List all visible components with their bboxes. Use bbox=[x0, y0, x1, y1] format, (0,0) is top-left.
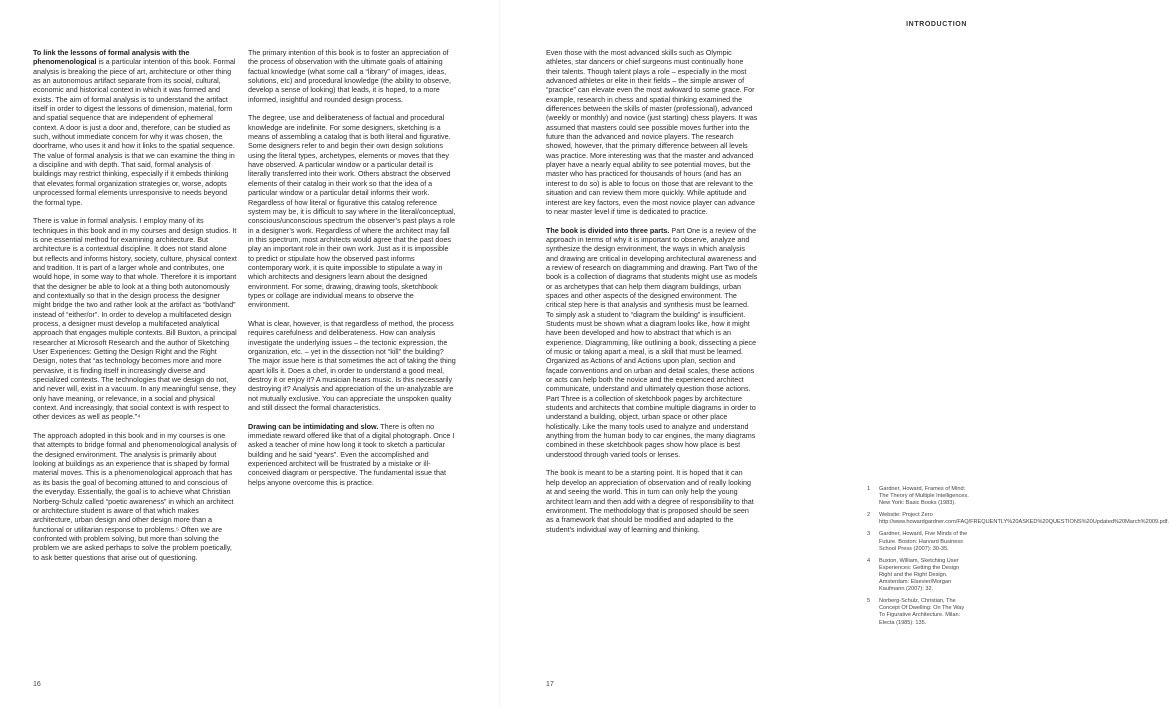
endnote bbox=[867, 558, 971, 593]
paragraph bbox=[33, 48, 237, 207]
left-column-2 bbox=[248, 48, 456, 497]
paragraph: The degree, use and deliberateness of factual and procedural knowledge are indefinite. For some designers, sketching is a means of assembling a catalog that is both literal and figurative. Some designers refer to and begin their own design solutions using the literal types, archetypes, elements or moves that they have observed. A particular window or a particular detail is literally transferred into their work. Others abstract the observed elements of their catalog in their work so that the idea of a particular window or a particular detail informs their work. Regardless of how literal or figurative this catalog reference system may be, it is difficult to say where in the literal/conceptual, conscious/unconscious spectrum the observer’s past plays a role in a designer’s work. Regardless of where the architect may fall in this spectrum, most architects would agree that the past does play an important role in their own work. Just as it is impossible to predict or stipulate how the observed past informs contemporary work, it is quite impossible to stipulate a way in which architects and designers learn about the designed environment. For some, drawing, drawing tools, sketchbook types or collage are individual means to observe the environment. bbox=[248, 113, 456, 310]
endnote-number: 5 bbox=[867, 598, 871, 605]
endnote bbox=[867, 531, 971, 552]
paragraph: The primary intention of this book is to foster an appreciation of the process of observation with the ultimate goals of attaining factual knowledge (what some call a “library” of images, ideas, solutions, etc) and procedural knowledge (the ability to observe, develop a sense of looking) that leads, it is hoped, to a more informed, insightful and rounded design process. bbox=[248, 48, 451, 104]
endnote-text: Gardner, Howard, Five Minds of the Future. Boston: Harvard Business School Press (2007): 30-35. bbox=[879, 531, 968, 552]
endnote-number: 2 bbox=[867, 512, 871, 519]
paragraph: What is clear, however, is that regardless of method, the process requires carefulness and deliberateness. How can analysis investigate the underlying issues – the tectonic expression, the organization, etc. – yet in the dissection not “kill” the building? The major issue here is that sometimes the act of taking the thing apart kills it. Does a chef, in order to understand a good meal, destroy it or enjoy it? A musician hears music. Is this necessarily destroying it? Analysis and appreciation of the un-analyzable are not mutually exclusive. You can appreciate the unspoken quality and still dissect the formal characteristics. bbox=[248, 318, 456, 413]
running-head: INTRODUCTION bbox=[906, 21, 967, 28]
endnote bbox=[867, 598, 971, 626]
paragraph bbox=[546, 226, 758, 460]
lead-in: Drawing can be intimidating and slow. bbox=[248, 421, 379, 431]
endnotes bbox=[867, 486, 1169, 632]
paragraph-text: Part One is a review of the approach in terms of why it is important to observe, analyze and synthesize the design environment, the ways in which analysis and drawing are critical in developing architectural awareness and a review of research on diagramming and drawing. Part Two of the book is a collection of diagrams that students might use as models or as archetypes that can help them diagram buildings, urban spaces and other aspects of the designed environment. The critical step here is that analysis and synthesis must be learned. To simply ask a student to “diagram the building” is insufficient. Students must be shown what a diagram looks like, how it might have been developed and how to abstract that which is an experience. Diagramming, like outlining a book, dissecting a piece of music or taking apart a meal, is a skill that must be learned. Organized as Actions of and Actions upon plan, section and façade conventions and on urban and detail scales, these actions or acts can help both the novice and the experienced architect communicate, understand and ultimately question those actions. Part Three is a collection of sketchbook pages by architecture students and architects that combine multiple diagrams in order to understand a building, object, urban space or other place holistically. Like the many tools used to analyze and understand anything from the human body to car engines, the many diagrams combined in these sketchbook pages show how place is best understood through varied tools or lenses. bbox=[546, 225, 758, 459]
endnote-text: Buxton, William, Sketching User Experiences: Getting the Design Right and the Right Design. Amsterdam: Elsevier/Morgan Kaufmann (2007): 32. bbox=[879, 557, 960, 593]
endnote bbox=[867, 486, 971, 507]
left-column-1 bbox=[33, 48, 237, 571]
endnote-text: Norberg-Schulz, Christian, The Concept Of Dwelling: On The Way To Figurative Architecture. Milan: Electa (1985): 135. bbox=[879, 598, 965, 626]
page-number: 16 bbox=[33, 681, 41, 688]
right-column bbox=[546, 48, 758, 543]
endnote-text: Gardner, Howard, Frames of Mind: The Theory of Multiple Intelligences. New York: Basic Books (1983). bbox=[879, 486, 969, 507]
paragraph: The approach adopted in this book and in my courses is one that attempts to bridge formal and phenomenological analysis of the designed environment. The analysis is primarily about looking at buildings as an experience that is shaped by formal material moves. This is a phenomenological approach that has as its basis the goal of becoming attuned to and conscious of the everyday. Essentially, the goal is to achieve what Christian Norberg-Schulz called “poetic awareness” in which an architect or architecture student is aware of that which makes architecture, urban design and other design more than a functional or utilitarian response to problems.⁵ Often we are confronted with problem solving, but more than solving the problem we are asked perhaps to solve the problem poetically, to ask better questions that arise out of questioning. bbox=[33, 431, 237, 562]
paragraph: Even those with the most advanced skills such as Olympic athletes, star dancers or chief surgeons must continually hone their talents. Though talent plays a role – especially in the most advanced athletes or elite in their fields – the simple answer of “practice” can elevate even the most awkward to some grace. For example, research in chess and spatial thinking examined the differences between the skills of master (professional), advanced (weekly or monthly) and novice (just starting) chess players. It was assumed that masters could see possible moves further into the future than the advanced and novice players. The research showed, however, that the primary difference between all levels was practice. More interesting was that the master and advanced player have a nearly equal ability to see potential moves, but the master who has practiced for thousands of hours (and has an interest to do so) is able to focus on those that are relevant to the situation and can review them more quickly. While aptitude and interest are key factors, even the most novice player can advance to near master level if time is dedicated to practice. bbox=[546, 48, 758, 216]
endnote-text: Website: Project Zero http://www.howardgardner.com/FAQ/FREQUENTLY%20ASKED%20QUESTIONS%20Updated%20March%2009.pdf. bbox=[879, 512, 1169, 526]
paragraph bbox=[248, 422, 456, 487]
right-page bbox=[500, 0, 1169, 707]
paragraph: There is value in formal analysis. I employ many of its techniques in this book and in my courses and design studios. It is one essential method for examining architecture. But architecture is a contextual discipline. It does not stand alone but reflects and informs history, society, culture, physical context and tradition. It is part of a larger whole and contributes, one would hope, in some way to that whole. Therefore it is important that the designer be able to look at a thing both autonomously and contextually so that in the design process the designer might bridge the two and rather look at the artifact as “both/and” instead of “either/or”. In order to develop a multifaceted design process, a designer must develop a multifaceted analytical approach that engages multiple contexts. Bill Buxton, a principal researcher at Microsoft Research and the author of Sketching User Experiences: Getting the Design Right and the Right Design, notes that “as technology becomes more and more pervasive, it is finding itself in increasingly diverse and specialized contexts. The technologies that we design do not, and never will, exist in a vacuum. In any meaningful sense, they only have meaning, or relevance, in a social and physical context. And increasingly, that social context is with respect to other devices as well as people.”⁴ bbox=[33, 216, 237, 422]
paragraph: The book is meant to be a starting point. It is hoped that it can help develop an appreciation of observation and of really looking at and seeing the world. This in turn can only help the young architect learn and then add with a degree of responsibility to that environment. The methodology that is proposed should be seen as a framework that should be modified and adapted to the student’s individual way of learning and thinking. bbox=[546, 468, 754, 534]
endnote-number: 4 bbox=[867, 557, 871, 564]
paragraph-text: is a particular intention of this book. Formal analysis is breaking the piece of art, architecture or other thing as an autonomous artifact separate from its social, cultural, economic and historical context in which it was formed and exists. The aim of formal analysis is to understand the artifact itself in order to digest the lessons of dimension, material, form and spatial sequence that are independent of ephemeral context. A door is just a door and, therefore, can be studied as such, without immediate concern for why it was chosen, the doorframe, who uses it and how it links to the spatial sequence. The value of formal analysis is that we can examine the thing in a discipline and with depth. That said, formal analysis of buildings may restrict thinking, especially if it embeds thinking that elevates formal organization strategies or, worse, adopts unprocessed formal elements unresponsive to needs beyond the formal type. bbox=[33, 57, 236, 207]
endnote-number: 3 bbox=[867, 531, 871, 538]
left-page bbox=[0, 0, 500, 707]
lead-in: The book is divided into three parts. bbox=[546, 225, 670, 235]
paragraph-text: There is often no immediate reward offered like that of a digital photograph. Once I asked a teacher of mine how long it took to sketch a particular building and he said “years”. Even the accomplished and experienced architect will be frustrated by a mistake or ill-conceived diagram or perspective. The fundamental issue that helps anyone overcome this is practice. bbox=[248, 421, 455, 487]
page-number: 17 bbox=[546, 681, 554, 688]
lead-in: To link the lessons of formal analysis with the phenomenological bbox=[33, 48, 190, 67]
endnote-number: 1 bbox=[867, 486, 871, 492]
endnote bbox=[867, 512, 1169, 526]
